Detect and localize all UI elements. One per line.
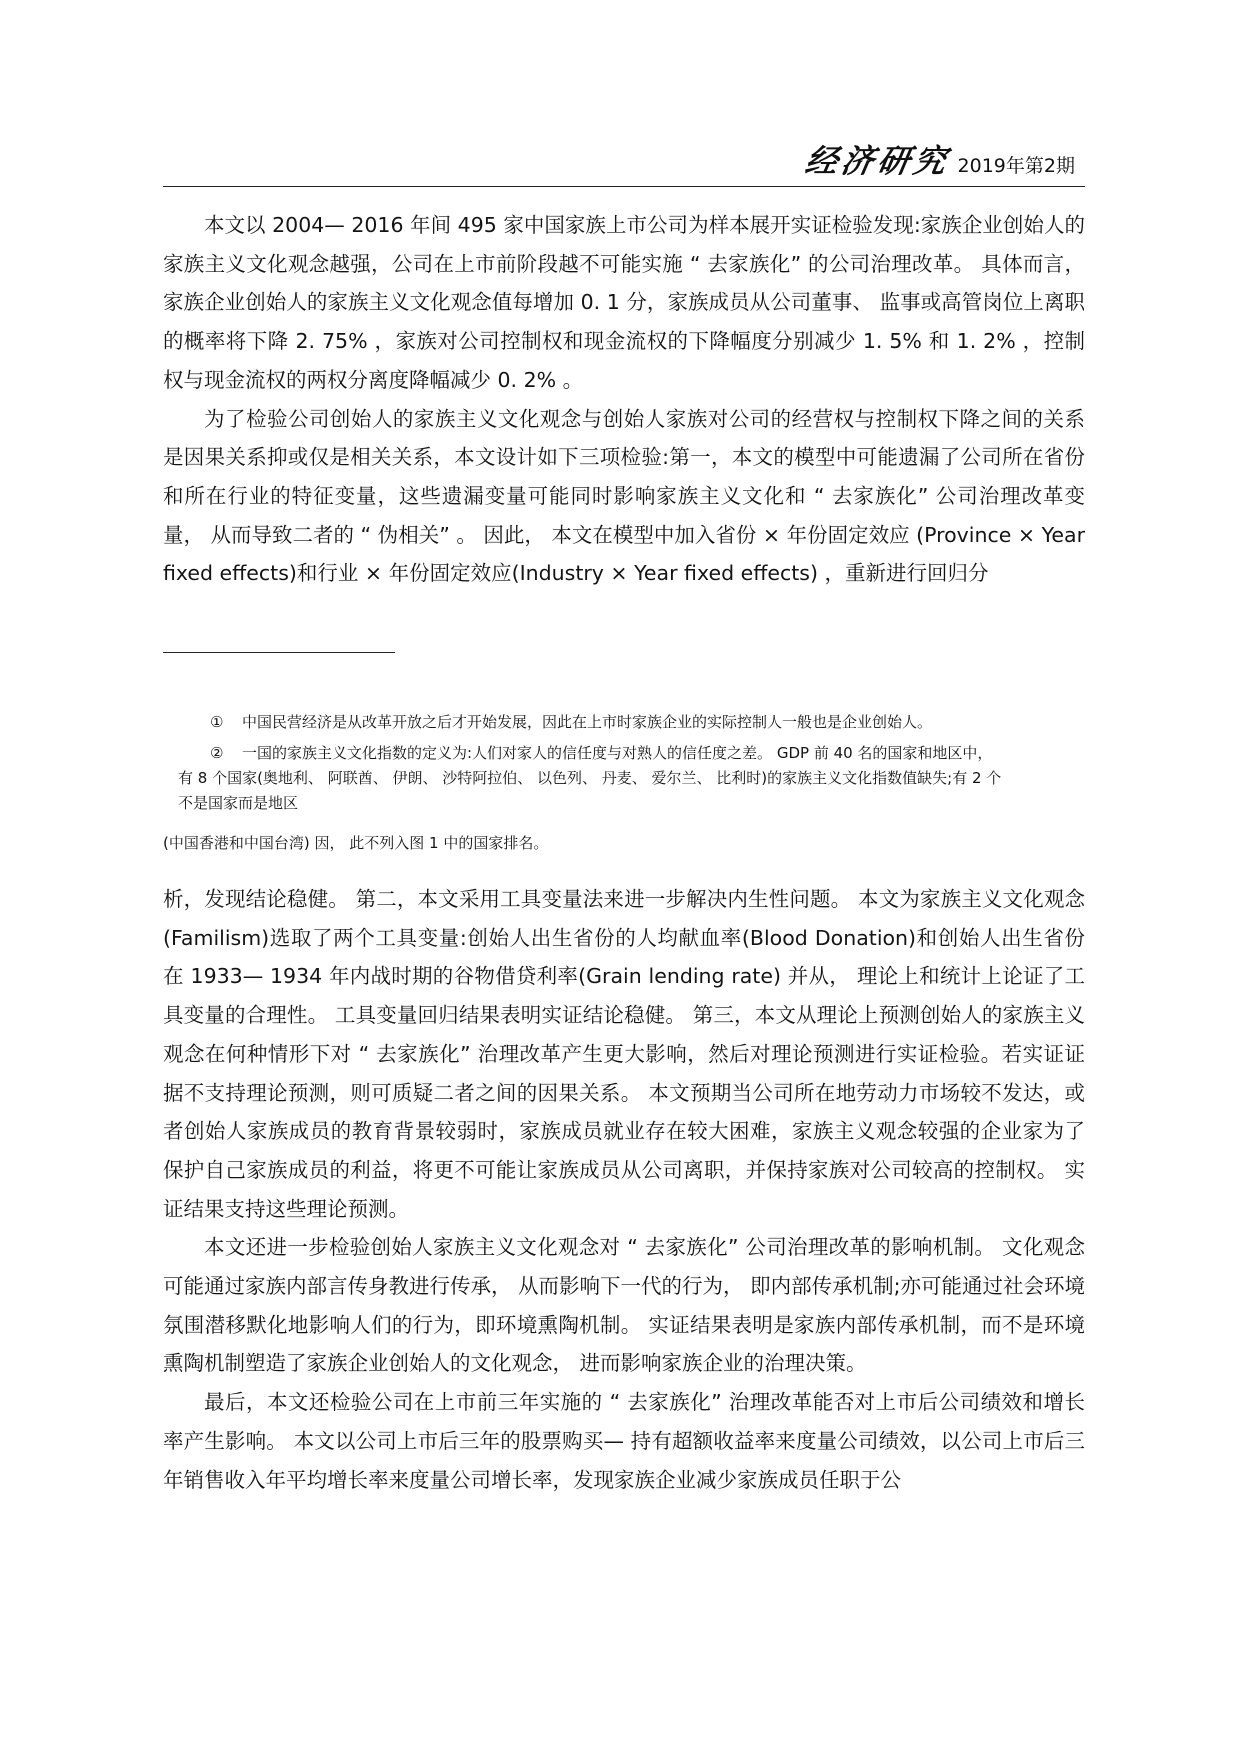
body-text-bottom <box>163 880 1085 1499</box>
paragraph: 最后，本文还检验公司在上市前三年实施的 “ 去家族化” 治理改革能否对上市后公司绩效和增长率产生影响。 本文以公司上市后三年的股票购买— 持有超额收益率来度量公司绩效，以公司上市后三年销售收入年平均增长率来度量公司增长率，发现家族企业减少家族成员任职于公 <box>163 1390 1085 1492</box>
running-header <box>163 142 1085 187</box>
journal-logo: 经济研究 <box>801 142 953 180</box>
header-right <box>801 136 1075 182</box>
paragraph: 析，发现结论稳健。 第二，本文采用工具变量法来进一步解决内生性问题。 本文为家族主义文化观念(Familism)选取了两个工具变量:创始人出生省份的人均献血率(Blood Donation)和创始人出生省份在 1933— 1934 年内战时期的谷物借贷利率(Grain lending rate) 并从， 理论上和统计上论证了工具变量的合理性。 工具变量回归结果表明实证结论稳健。 第三，本文从理论上预测创始人的家族主义观念在何种情形下对 “ 去家族化” 治理改革产生更大影响，然后对理论预测进行实证检验。若实证证据不支持理论预测，则可质疑二者之间的因果关系。 本文预期当公司所在地劳动力市场较不发达，或者创始人家族成员的教育背景较弱时，家族成员就业存在较大困难，家族主义观念较强的企业家为了保护自己家族成员的利益，将更不可能让家族成员从公司离职，并保持家族对公司较高的控制权。 实证结果支持这些理论预测。 <box>163 887 1085 1221</box>
footnote-2-line: 有 8 个国家(奥地利、 阿联酋、 伊朗、 沙特阿拉伯、 以色列、 丹麦、 爱尔兰、 比利时)的家族主义文化指数值缺失;有 2 个 <box>178 769 1002 787</box>
footnote-2 <box>210 743 992 763</box>
footnote-2-line: (中国香港和中国台湾) 因， 此不列入图 1 中的国家排名。 <box>163 834 549 852</box>
body-text-top <box>163 206 1085 593</box>
paragraph: 为了检验公司创始人的家族主义文化观念与创始人家族对公司的经营权与控制权下降之间的关系是因果关系抑或仅是相关关系，本文设计如下三项检验:第一，本文的模型中可能遗漏了公司所在省份和所在行业的特征变量，这些遗漏变量可能同时影响家族主义文化和 “ 去家族化” 公司治理改革变量， 从而导致二者的 “ 伪相关” 。 因此， 本文在模型中加入省份 × 年份固定效应 (Province × Year fixed effects)和行业 × 年份固定效应(Industry × Year fixed effects) ，重新进行回归分 <box>163 406 1085 586</box>
footnote-mark: ① <box>210 713 224 731</box>
footnote-text: 一国的家族主义文化指数的定义为:人们对家人的信任度与对熟人的信任度之差。 GDP 前 40 名的国家和地区中， <box>242 744 993 762</box>
paragraph: 本文以 2004— 2016 年间 495 家中国家族上市公司为样本展开实证检验发现:家族企业创始人的家族主义文化观念越强，公司在上市前阶段越不可能实施 “ 去家族化” 的公司治理改革。 具体而言，家族企业创始人的家族主义文化观念值每增加 0. 1 分，家族成员从公司董事、 监事或高管岗位上离职的概率将下降 2. 75% ，家族对公司控制权和现金流权的下降幅度分别减少 1. 5% 和 1. 2% ，控制权与现金流权的两权分离度降幅减少 0. 2% 。 <box>163 213 1085 392</box>
footnote-text: 中国民营经济是从改革开放之后才开始发展，因此在上市时家族企业的实际控制人一般也是企业创始人。 <box>242 713 933 731</box>
footnote-mark: ② <box>210 744 224 762</box>
footnote-1 <box>210 712 932 732</box>
footnote-2-line: 不是国家而是地区 <box>178 794 299 812</box>
footnote-separator <box>163 652 395 653</box>
paragraph: 本文还进一步检验创始人家族主义文化观念对 “ 去家族化” 公司治理改革的影响机制。 文化观念可能通过家族内部言传身教进行传承， 从而影响下一代的行为， 即内部传承机制;亦可能通过社会环境氛围潜移默化地影响人们的行为，即环境熏陶机制。 实证结果表明是家族内部传承机制，而不是环境熏陶机制塑造了家族企业创始人的文化观念， 进而影响家族企业的治理决策。 <box>163 1235 1085 1376</box>
issue-label: 2019年第2期 <box>957 155 1075 177</box>
